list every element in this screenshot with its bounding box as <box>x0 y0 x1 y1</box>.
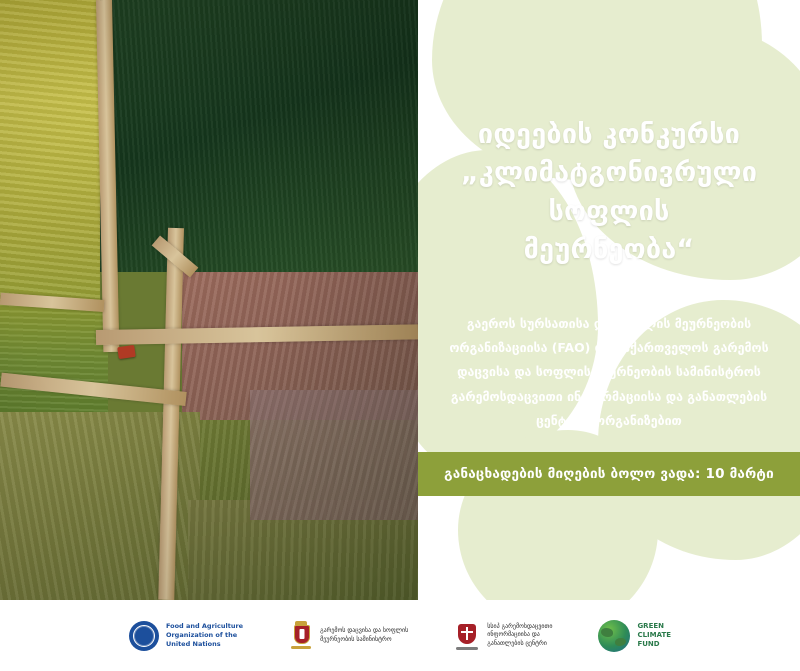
emblem-cross-horizontal <box>461 631 473 633</box>
gcf-caption-line-1: GREEN <box>637 622 664 631</box>
subtitle-line-4: გარემოსდაცვითი ინფორმაციისა და განათლების <box>450 388 768 404</box>
logo-ministry <box>289 621 408 651</box>
field-yellow-rapeseed <box>0 0 100 330</box>
fao-globe-icon <box>129 621 159 651</box>
ministry-caption-line-1: გარემოს დაცვისა და სოფლის <box>320 627 409 635</box>
aerial-farmland-photo <box>0 0 418 600</box>
shield-shape <box>294 625 310 644</box>
title-line-1: იდეების კონკურსი <box>477 119 741 150</box>
gcf-caption-line-3: FUND <box>637 639 660 648</box>
subtitle-line-3: დაცვისა და სოფლის მეურნეობის სამინისტროს <box>457 364 761 380</box>
title-line-2: „კლიმატგონივრული <box>460 157 758 189</box>
emblem-cross-vertical <box>466 627 468 640</box>
field-dark-green <box>96 0 418 272</box>
subtitle-line-1: გაეროს სურსათისა და სოფლის მეურნეობის <box>466 316 752 331</box>
title-line-4: მეურნეობა“ <box>523 233 695 265</box>
field-mauve <box>250 390 418 520</box>
ministry-caption-line-2: მეურნეობის სამინისტრო <box>320 635 392 643</box>
georgia-coat-of-arms-icon <box>289 621 313 651</box>
info-center-caption-line-3: განათლების ცენტრი <box>487 639 547 647</box>
deadline-text: განაცხადების მიღების ბოლო ვადა: 10 მარტი <box>444 466 774 482</box>
panel-content <box>418 0 800 600</box>
subtitle-line-2: ორგანიზაციისა (FAO) და საქართველოს გარემოს <box>449 340 769 356</box>
info-center-caption-line-1: სსიპ გარემოსდაცვითი <box>487 623 553 631</box>
title-line-3: სოფლის <box>548 195 670 227</box>
fao-caption-line-1: Food and Agriculture <box>165 622 244 631</box>
poster-title <box>432 116 786 269</box>
logo-gcf-caption <box>637 622 671 648</box>
poster-subtitle <box>428 312 790 433</box>
content-panel <box>418 0 800 600</box>
gcf-caption-line-2: CLIMATE <box>637 631 672 640</box>
fao-caption-line-3: United Nations <box>165 639 221 648</box>
logo-fao <box>129 621 243 651</box>
info-center-caption-line-2: ინფორმაციისა და <box>487 631 540 639</box>
environmental-info-center-emblem-icon <box>454 621 480 651</box>
logo-info-center <box>454 621 552 651</box>
deadline-bar <box>418 452 800 496</box>
logo-ministry-caption <box>320 627 408 643</box>
logo-info-center-caption <box>487 623 552 647</box>
base-shape <box>291 646 311 649</box>
crown-shape <box>295 621 307 625</box>
field-green-strip <box>0 300 108 420</box>
logo-gcf <box>598 620 671 652</box>
footer-logo-bar <box>0 600 800 671</box>
subtitle-line-5: ცენტრის ორგანიზებით <box>536 412 682 428</box>
emblem-band <box>456 647 478 650</box>
logo-fao-caption <box>166 622 243 648</box>
tractor-icon <box>117 345 136 359</box>
fao-caption-line-2: Organization of the <box>165 631 238 640</box>
green-climate-fund-globe-icon <box>598 620 630 652</box>
